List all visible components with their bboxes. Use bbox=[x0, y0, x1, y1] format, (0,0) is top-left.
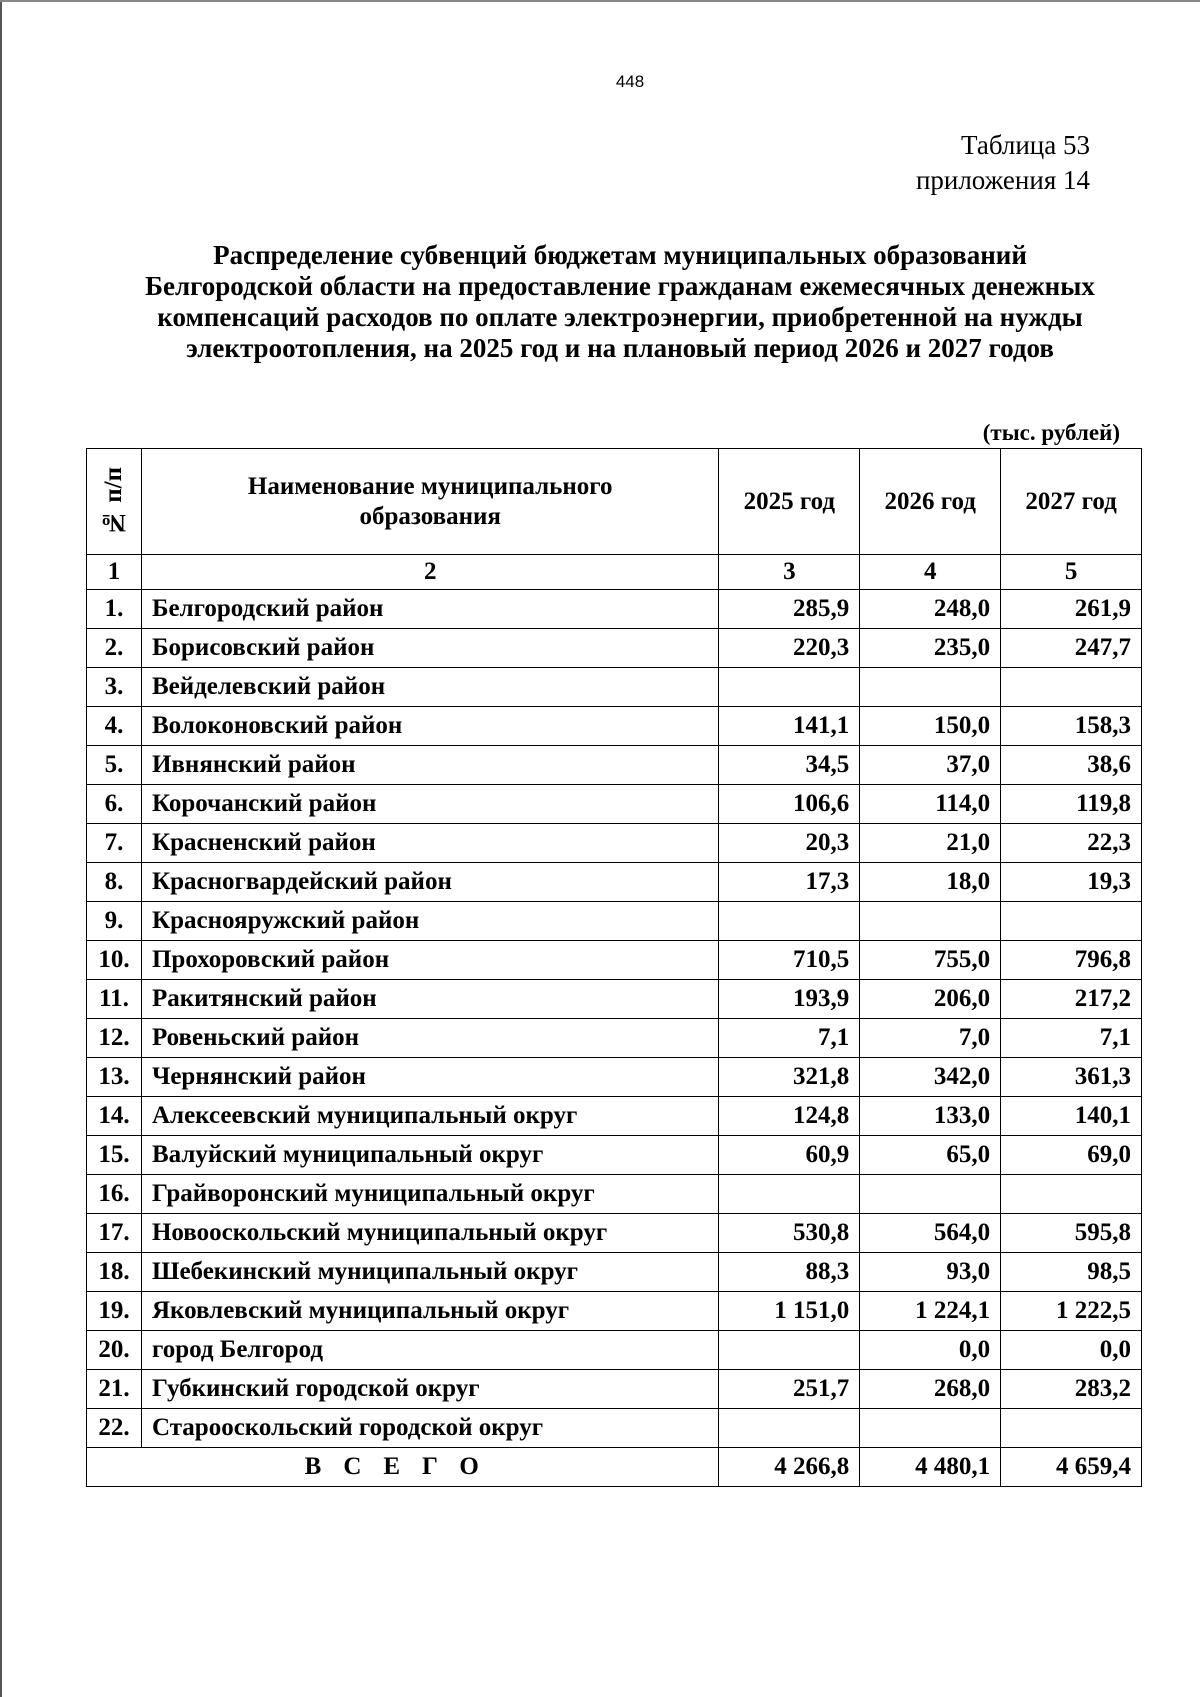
table-row bbox=[87, 1409, 1142, 1448]
row-value-2026 bbox=[860, 668, 1001, 707]
row-value-2027: 19,3 bbox=[1001, 863, 1142, 902]
table-reference-line2: приложения 14 bbox=[915, 165, 1090, 195]
row-municipality-name: Валуйский муниципальный округ bbox=[141, 1136, 718, 1175]
row-value-2025: 1 151,0 bbox=[719, 1292, 860, 1331]
row-value-2026 bbox=[860, 1409, 1001, 1448]
header-2027: 2027 год bbox=[1001, 449, 1142, 555]
table-reference-line1: Таблица 53 bbox=[961, 130, 1090, 160]
row-value-2026: 206,0 bbox=[860, 980, 1001, 1019]
row-value-2027 bbox=[1001, 668, 1142, 707]
row-value-2025: 251,7 bbox=[719, 1370, 860, 1409]
row-number: 19. bbox=[87, 1292, 142, 1331]
row-value-2025: 88,3 bbox=[719, 1253, 860, 1292]
row-municipality-name: Волоконовский район bbox=[141, 707, 718, 746]
row-value-2027: 1 222,5 bbox=[1001, 1292, 1142, 1331]
row-value-2027: 0,0 bbox=[1001, 1331, 1142, 1370]
row-value-2025: 193,9 bbox=[719, 980, 860, 1019]
row-municipality-name: город Белгород bbox=[141, 1331, 718, 1370]
row-value-2025 bbox=[719, 1331, 860, 1370]
row-value-2027: 98,5 bbox=[1001, 1253, 1142, 1292]
row-municipality-name: Корочанский район bbox=[141, 785, 718, 824]
row-value-2027: 22,3 bbox=[1001, 824, 1142, 863]
row-number: 1. bbox=[87, 590, 142, 629]
row-municipality-name: Ровеньский район bbox=[141, 1019, 718, 1058]
table-row bbox=[87, 1175, 1142, 1214]
row-value-2027: 261,9 bbox=[1001, 590, 1142, 629]
row-value-2025: 141,1 bbox=[719, 707, 860, 746]
row-value-2027: 247,7 bbox=[1001, 629, 1142, 668]
column-number: 4 bbox=[860, 555, 1001, 590]
row-number: 17. bbox=[87, 1214, 142, 1253]
table-row bbox=[87, 1058, 1142, 1097]
row-value-2027: 361,3 bbox=[1001, 1058, 1142, 1097]
table-row bbox=[87, 1214, 1142, 1253]
row-value-2026: 114,0 bbox=[860, 785, 1001, 824]
table-reference bbox=[916, 128, 1090, 198]
row-value-2027 bbox=[1001, 902, 1142, 941]
row-number: 3. bbox=[87, 668, 142, 707]
table-row bbox=[87, 1370, 1142, 1409]
table-row bbox=[87, 1019, 1142, 1058]
table-row bbox=[87, 1292, 1142, 1331]
row-number: 18. bbox=[87, 1253, 142, 1292]
row-value-2027: 119,8 bbox=[1001, 785, 1142, 824]
row-value-2025 bbox=[719, 668, 860, 707]
row-number: 14. bbox=[87, 1097, 142, 1136]
row-number: 9. bbox=[87, 902, 142, 941]
document-title bbox=[90, 240, 1150, 364]
total-value-2027: 4 659,4 bbox=[1001, 1448, 1142, 1487]
table-row bbox=[87, 785, 1142, 824]
row-municipality-name: Шебекинский муниципальный округ bbox=[141, 1253, 718, 1292]
table-row bbox=[87, 1253, 1142, 1292]
row-value-2026: 1 224,1 bbox=[860, 1292, 1001, 1331]
table-row bbox=[87, 707, 1142, 746]
header-name-line2: образования bbox=[359, 502, 501, 530]
document-title-line: компенсаций расходов по оплате электроэнергии, приобретенной на нужды bbox=[157, 302, 1083, 332]
row-municipality-name: Старооскольский городской округ bbox=[141, 1409, 718, 1448]
column-number: 5 bbox=[1001, 555, 1142, 590]
row-municipality-name: Белгородский район bbox=[141, 590, 718, 629]
row-value-2027 bbox=[1001, 1175, 1142, 1214]
row-number: 10. bbox=[87, 941, 142, 980]
row-value-2026: 342,0 bbox=[860, 1058, 1001, 1097]
table-row bbox=[87, 590, 1142, 629]
table-row bbox=[87, 746, 1142, 785]
document-title-line: Распределение субвенций бюджетам муниципальных образований bbox=[213, 240, 1027, 270]
row-number: 5. bbox=[87, 746, 142, 785]
table-row bbox=[87, 824, 1142, 863]
row-value-2026: 93,0 bbox=[860, 1253, 1001, 1292]
row-value-2025: 710,5 bbox=[719, 941, 860, 980]
table-row bbox=[87, 1331, 1142, 1370]
row-value-2026 bbox=[860, 1175, 1001, 1214]
row-value-2025: 17,3 bbox=[719, 863, 860, 902]
row-number: 6. bbox=[87, 785, 142, 824]
row-value-2025: 106,6 bbox=[719, 785, 860, 824]
row-value-2027: 38,6 bbox=[1001, 746, 1142, 785]
row-number: 16. bbox=[87, 1175, 142, 1214]
row-value-2026: 37,0 bbox=[860, 746, 1001, 785]
table-row bbox=[87, 1097, 1142, 1136]
row-number: 21. bbox=[87, 1370, 142, 1409]
row-value-2025: 285,9 bbox=[719, 590, 860, 629]
page-number: 448 bbox=[615, 72, 645, 91]
row-value-2025: 530,8 bbox=[719, 1214, 860, 1253]
row-value-2025 bbox=[719, 1175, 860, 1214]
row-value-2026: 235,0 bbox=[860, 629, 1001, 668]
row-value-2025: 220,3 bbox=[719, 629, 860, 668]
row-municipality-name: Яковлевский муниципальный округ bbox=[141, 1292, 718, 1331]
row-municipality-name: Прохоровский район bbox=[141, 941, 718, 980]
row-municipality-name: Новооскольский муниципальный округ bbox=[141, 1214, 718, 1253]
row-number: 2. bbox=[87, 629, 142, 668]
row-value-2026 bbox=[860, 902, 1001, 941]
row-value-2025: 124,8 bbox=[719, 1097, 860, 1136]
header-2025: 2025 год bbox=[719, 449, 860, 555]
row-value-2026: 7,0 bbox=[860, 1019, 1001, 1058]
document-title-line: Белгородской области на предоставление гражданам ежемесячных денежных bbox=[145, 271, 1095, 301]
row-value-2025: 321,8 bbox=[719, 1058, 860, 1097]
page-edge-top bbox=[0, 0, 1200, 2]
row-number: 7. bbox=[87, 824, 142, 863]
total-value-2025: 4 266,8 bbox=[719, 1448, 860, 1487]
row-value-2027: 283,2 bbox=[1001, 1370, 1142, 1409]
row-municipality-name: Красногвардейский район bbox=[141, 863, 718, 902]
header-name-line1: Наименование муниципального bbox=[247, 472, 613, 500]
table-row bbox=[87, 902, 1142, 941]
row-value-2025: 34,5 bbox=[719, 746, 860, 785]
column-number-row bbox=[87, 555, 1142, 590]
row-number: 20. bbox=[87, 1331, 142, 1370]
row-number: 22. bbox=[87, 1409, 142, 1448]
table-row bbox=[87, 1136, 1142, 1175]
row-municipality-name: Вейделевский район bbox=[141, 668, 718, 707]
total-value-2026: 4 480,1 bbox=[860, 1448, 1001, 1487]
row-value-2026: 21,0 bbox=[860, 824, 1001, 863]
row-municipality-name: Ракитянский район bbox=[141, 980, 718, 1019]
total-label: ВСЕГО bbox=[87, 1448, 719, 1487]
table-row bbox=[87, 629, 1142, 668]
column-number: 2 bbox=[141, 555, 718, 590]
document-title-line: электроотопления, на 2025 год и на плановый период 2026 и 2027 годов bbox=[186, 333, 1054, 363]
row-value-2027: 217,2 bbox=[1001, 980, 1142, 1019]
table-row bbox=[87, 980, 1142, 1019]
row-municipality-name: Грайворонский муниципальный округ bbox=[141, 1175, 718, 1214]
row-value-2027: 595,8 bbox=[1001, 1214, 1142, 1253]
row-number: 4. bbox=[87, 707, 142, 746]
header-2026: 2026 год bbox=[860, 449, 1001, 555]
row-value-2026: 65,0 bbox=[860, 1136, 1001, 1175]
subvention-table bbox=[86, 448, 1142, 1487]
row-value-2027: 796,8 bbox=[1001, 941, 1142, 980]
row-value-2027: 158,3 bbox=[1001, 707, 1142, 746]
header-number-label: № п/п bbox=[99, 466, 127, 536]
row-value-2026: 18,0 bbox=[860, 863, 1001, 902]
row-municipality-name: Борисовский район bbox=[141, 629, 718, 668]
row-value-2025: 20,3 bbox=[719, 824, 860, 863]
row-municipality-name: Красненский район bbox=[141, 824, 718, 863]
row-value-2027: 69,0 bbox=[1001, 1136, 1142, 1175]
column-number: 3 bbox=[719, 555, 860, 590]
row-value-2025 bbox=[719, 1409, 860, 1448]
row-value-2025: 60,9 bbox=[719, 1136, 860, 1175]
table-row bbox=[87, 863, 1142, 902]
row-municipality-name: Губкинский городской округ bbox=[141, 1370, 718, 1409]
row-municipality-name: Алексеевский муниципальный округ bbox=[141, 1097, 718, 1136]
row-value-2026: 564,0 bbox=[860, 1214, 1001, 1253]
row-value-2026: 150,0 bbox=[860, 707, 1001, 746]
row-value-2026: 268,0 bbox=[860, 1370, 1001, 1409]
row-number: 8. bbox=[87, 863, 142, 902]
row-municipality-name: Чернянский район bbox=[141, 1058, 718, 1097]
row-value-2025 bbox=[719, 902, 860, 941]
total-row bbox=[87, 1448, 1142, 1487]
column-number: 1 bbox=[87, 555, 142, 590]
row-value-2026: 133,0 bbox=[860, 1097, 1001, 1136]
row-number: 13. bbox=[87, 1058, 142, 1097]
row-number: 12. bbox=[87, 1019, 142, 1058]
row-municipality-name: Ивнянский район bbox=[141, 746, 718, 785]
row-value-2027: 140,1 bbox=[1001, 1097, 1142, 1136]
row-value-2026: 755,0 bbox=[860, 941, 1001, 980]
row-number: 11. bbox=[87, 980, 142, 1019]
header-name bbox=[141, 449, 718, 555]
row-value-2025: 7,1 bbox=[719, 1019, 860, 1058]
row-value-2026: 0,0 bbox=[860, 1331, 1001, 1370]
row-value-2026: 248,0 bbox=[860, 590, 1001, 629]
header-number bbox=[87, 449, 142, 555]
page-edge-left bbox=[0, 0, 2, 1697]
row-number: 15. bbox=[87, 1136, 142, 1175]
row-value-2027: 7,1 bbox=[1001, 1019, 1142, 1058]
row-value-2027 bbox=[1001, 1409, 1142, 1448]
table-header-row bbox=[87, 449, 1142, 555]
units-label: (тыс. рублей) bbox=[982, 420, 1120, 445]
table-row bbox=[87, 668, 1142, 707]
row-municipality-name: Краснояружский район bbox=[141, 902, 718, 941]
table-row bbox=[87, 941, 1142, 980]
